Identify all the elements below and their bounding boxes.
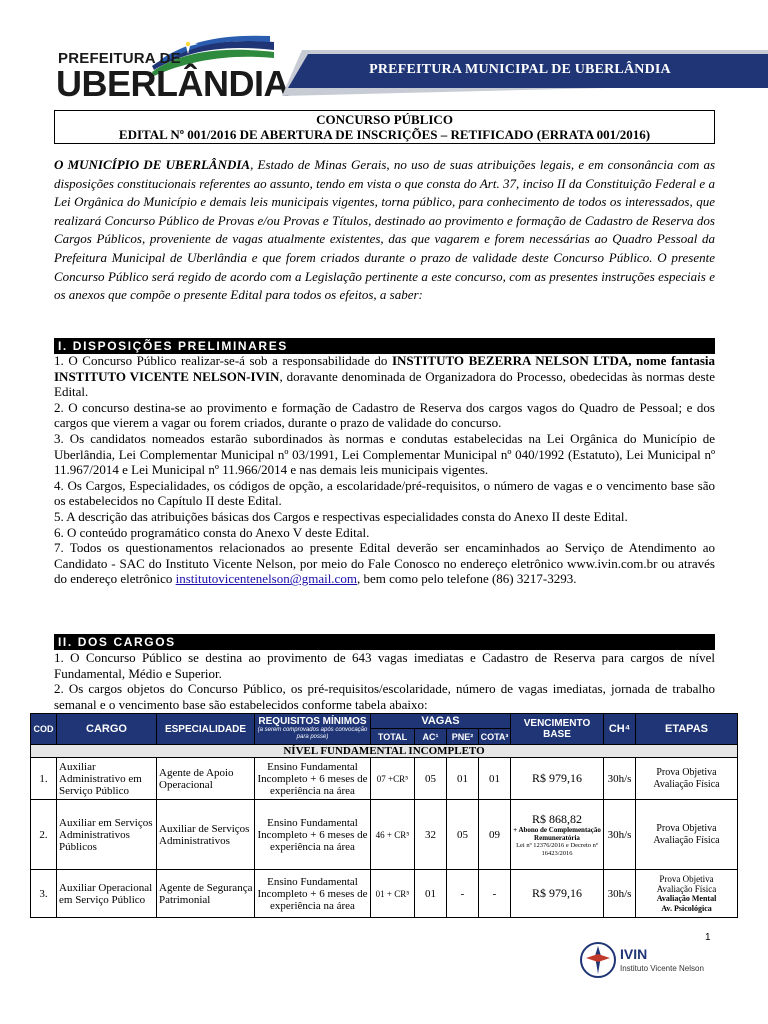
row-cota: 09: [479, 800, 511, 870]
row-requisitos: Ensino Fundamental Incompleto + 6 meses de experiência na área: [255, 758, 371, 800]
s2-item-1: 1. O Concurso Público se destina ao provimento de 643 vagas imediatas e Cadastro de Reserva para cargos de nível Fundamental, Médio e Superior.: [54, 650, 715, 681]
s1-item-6: 6. O conteúdo programático consta do Anexo V deste Edital.: [54, 524, 370, 540]
col-requisitos: [255, 714, 371, 745]
table-row: [31, 758, 738, 800]
row-cargo: Auxiliar Operacional em Serviço Público: [57, 870, 157, 918]
table-row: [31, 870, 738, 918]
section-2-header: II. DOS CARGOS: [54, 634, 715, 650]
col-cota: COTA³: [479, 729, 511, 745]
row-etapa: Avaliação Física: [656, 883, 717, 894]
title-line-1: CONCURSO PÚBLICO: [316, 112, 453, 127]
row-vencimento: R$ 979,16: [511, 758, 604, 800]
col-vencimento: VENCIMENTO BASE: [511, 714, 604, 745]
row-cod: 1.: [31, 758, 57, 800]
col-cod: COD: [31, 714, 57, 745]
row-vencimento-abono: + Abono de Complementação Remuneratória: [513, 826, 601, 842]
row-vencimento: [511, 800, 604, 870]
row-requisitos: Ensino Fundamental Incompleto + 6 meses de experiência na área: [255, 800, 371, 870]
title-line-2: EDITAL Nº 001/2016 DE ABERTURA DE INSCRIÇÕES – RETIFICADO (ERRATA 001/2016): [118, 127, 651, 142]
section-2-items: [54, 650, 715, 712]
row-pne: -: [447, 870, 479, 918]
col-requisitos-sub: (a serem comprovados após convocação para posse): [257, 727, 368, 740]
col-cargo: CARGO: [57, 714, 157, 745]
col-requisitos-label: REQUISITOS MÍNIMOS: [258, 716, 367, 727]
row-etapa: Prova Objetiva: [659, 873, 714, 884]
s1-item-3: 3. Os candidatos nomeados estarão subordinados às normas e condutas estabelecidas na Lei Orgânica do Município de Uberlândia, Lei Complementar Municipal nº 03/1991, Lei Complementar Municipal nº 040/1992 (Estatuto), Lei Municipal nº 11.967/2014 e Lei Municipal nº 11.966/2014 e nas demais leis municipais vigentes.: [54, 430, 715, 478]
row-ac: 32: [415, 800, 447, 870]
row-especialidade: Agente de Apoio Operacional: [157, 758, 255, 800]
row-etapa: Avaliação Mental: [656, 893, 717, 903]
s1-item-1-b: INSTITUTO BEZERRA NELSON LTDA, nome fantasia INSTITUTO VICENTE NELSON-IVIN: [54, 353, 716, 384]
row-especialidade: Agente de Segurança Patrimonial: [157, 870, 255, 918]
row-total: 01 + CR⁵: [371, 870, 415, 918]
s1-item-7-a: 7. Todos os questionamentos relacionados ao presente Edital deverão ser encaminhados ao Serviço de Atendimento ao Candidato - SAC do Instituto Vicente Nelson, por meio do Fale Conosco no endereço eletrônico www.ivin.com.br ou através do endereço eletrônico: [54, 540, 715, 587]
col-total: TOTAL: [371, 729, 415, 745]
page-header: [0, 0, 768, 110]
s1-item-7-b: , bem como pelo telefone (86) 3217-3293.: [356, 571, 577, 587]
section-1-header: I. DISPOSIÇÕES PRELIMINARES: [54, 338, 715, 354]
row-ac: 01: [415, 870, 447, 918]
s1-item-5: 5. A descrição das atribuições básicas dos Cargos e respectivas especialidades consta do Anexo II deste Edital.: [54, 508, 628, 524]
row-vencimento: R$ 979,16: [511, 870, 604, 918]
row-especialidade: Auxiliar de Serviços Administrativos: [157, 800, 255, 870]
row-etapa: Prova Objetiva: [656, 766, 717, 778]
row-pne: 01: [447, 758, 479, 800]
row-cargo: Auxiliar em Serviços Administrativos Públicos: [57, 800, 157, 870]
row-ch: 30h/s: [604, 870, 636, 918]
s1-item-7: [54, 540, 715, 587]
s1-item-4: 4. Os Cargos, Especialidades, os códigos de opção, a escolaridade/pré-requisitos, o número de vagas e o vencimento base são os estabelecidos no Capítulo II deste Edital.: [54, 477, 715, 509]
sac-email-link[interactable]: institutovicentenelson@gmail.com: [175, 571, 357, 587]
intro-lead: O MUNICÍPIO DE UBERLÂNDIA: [54, 157, 251, 172]
row-ch: 30h/s: [604, 758, 636, 800]
row-cargo: Auxiliar Administrativo em Serviço Público: [57, 758, 157, 800]
col-vagas: VAGAS: [371, 714, 511, 729]
row-cod: 2.: [31, 800, 57, 870]
col-pne: PNE²: [447, 729, 479, 745]
edital-title-box: [54, 110, 715, 144]
level-label: NÍVEL FUNDAMENTAL INCOMPLETO: [31, 745, 738, 758]
row-etapa: Avaliação Física: [653, 834, 720, 846]
banner-title: PREFEITURA MUNICIPAL DE UBERLÂNDIA: [369, 62, 671, 77]
row-ch: 30h/s: [604, 800, 636, 870]
ivin-name: IVIN: [620, 946, 648, 962]
intro-paragraph: [54, 156, 715, 305]
row-etapas: [636, 758, 738, 800]
section-1-items: [54, 353, 715, 587]
row-requisitos: Ensino Fundamental Incompleto + 6 meses de experiência na área: [255, 870, 371, 918]
table-row: [31, 800, 738, 870]
row-etapas: [636, 870, 738, 918]
col-etapas: ETAPAS: [636, 714, 738, 745]
logo-prefeitura-text: PREFEITURA DE: [58, 50, 181, 67]
row-total: 07 +CR⁵: [371, 758, 415, 800]
s1-item-1-c: , doravante denominada de Organizadora do Processo, obedecidas às normas deste Edital.: [54, 368, 716, 400]
row-pne: 05: [447, 800, 479, 870]
page-number: 1: [705, 932, 711, 943]
row-etapas: [636, 800, 738, 870]
row-cota: 01: [479, 758, 511, 800]
row-etapa: Av. Psicológica: [661, 903, 712, 913]
row-total: 46 + CR⁵: [371, 800, 415, 870]
level-row: [31, 745, 738, 758]
row-cod: 3.: [31, 870, 57, 918]
ivin-subtitle: Instituto Vicente Nelson: [620, 964, 704, 973]
s2-item-2: 2. Os cargos objetos do Concurso Público, os pré-requisitos/escolaridade, número de vagas imediatas, jornada de trabalho semanal e o vencimento base são estabelecidos conforme tabela abaixo:: [54, 681, 715, 712]
cargos-table: [30, 713, 738, 918]
row-etapa: Avaliação Física: [653, 778, 720, 790]
intro-text: , Estado de Minas Gerais, no uso de suas atribuições legais, e em consonância com as disposições constitucionais referentes ao assunto, tendo em vista o que consta do Art. 37, inciso II da Constituição Federal e a Lei Orgânica do Município e demais leis municipais vigentes, torna público, para conhecimento de todos os interessados, que realizará Concurso Público de Provas e/ou Provas e Títulos, destinado ao provimento e formação de Cadastro de Reserva dos Cargos Públicos, proveniente de vagas atualmente existentes, das que vagarem e forem necessárias ao Quadro Pessoal da Prefeitura Municipal de Uberlândia e que forem criados durante o prazo de validade deste Concurso Público. O presente Concurso Público será regido de acordo com a Legislação pertinente a este concurso, com as presentes instruções especiais e os anexos que compõe o presente Edital para todos os efeitos, a saber:: [54, 157, 715, 303]
col-ch: CH⁴: [604, 714, 636, 745]
s1-item-1-a: 1. O Concurso Público realizar-se-á sob a responsabilidade do: [54, 353, 392, 368]
logo-city-text: UBERLÂNDIA: [56, 63, 289, 104]
row-vencimento-value: R$ 868,82: [531, 812, 582, 826]
row-cota: -: [479, 870, 511, 918]
s1-item-1: [54, 353, 715, 400]
s1-item-2: 2. O concurso destina-se ao provimento e formação de Cadastro de Reserva dos cargos vagos do Quadro de Pessoal; e dos cargos que vierem a vagar ou forem criados, durante o prazo de validade do concurso.: [54, 399, 715, 431]
col-ac: AC¹: [415, 729, 447, 745]
row-ac: 05: [415, 758, 447, 800]
row-etapa: Prova Objetiva: [656, 822, 717, 834]
table-header-row: [31, 714, 738, 729]
col-especialidade: ESPECIALIDADE: [157, 714, 255, 745]
row-vencimento-lei: Lei nº 12376/2016 e Decreto nº 16423/2016: [516, 842, 598, 857]
